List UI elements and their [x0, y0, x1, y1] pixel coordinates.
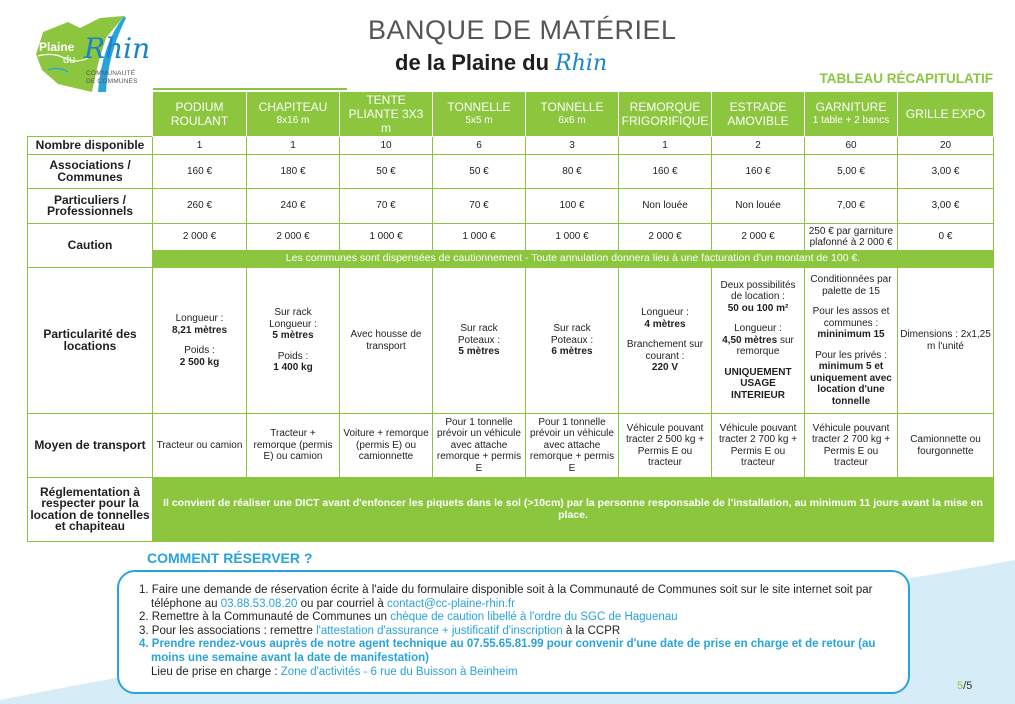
table-cell: 3,00 € — [898, 189, 994, 224]
cell-label: Longueur : — [734, 323, 782, 335]
column-name: TONNELLE — [540, 100, 604, 114]
table-cell: Tracteur + remorque (permis E) ou camion — [247, 414, 340, 478]
table-cell: 2 000 € — [247, 224, 340, 251]
column-name: REMORQUE — [629, 100, 701, 114]
table-corner — [28, 92, 153, 137]
column-header — [805, 92, 898, 137]
table-cell: 50 € — [340, 155, 433, 189]
table-cell: 1 000 € — [340, 224, 433, 251]
logo-subtitle-line1: COMMUNAUTÉ — [86, 70, 136, 77]
column-header — [247, 92, 340, 137]
table-cell: 70 € — [340, 189, 433, 224]
table-cell — [805, 268, 898, 414]
cell-value: 6 mètres — [551, 346, 593, 358]
cell-label: Sur rack — [553, 323, 591, 335]
row-label: Associations / Communes — [28, 155, 153, 189]
column-header — [433, 92, 526, 137]
cell-label: sur remorque — [736, 334, 794, 358]
logo-text-rhin: Rhin — [84, 32, 151, 65]
table-cell: 2 000 € — [153, 224, 247, 251]
table-cell: 70 € — [433, 189, 526, 224]
table-cell: 160 € — [619, 155, 712, 189]
cell-label: Poids : — [184, 345, 215, 356]
table-cell: 2 — [712, 137, 805, 155]
table-header-row — [28, 92, 994, 137]
cell-value: 50 ou 100 m² — [727, 302, 789, 314]
column-header — [619, 92, 712, 137]
row-label: Caution — [28, 224, 153, 268]
column-name: PODIUM — [175, 100, 224, 114]
table-cell: 80 € — [526, 155, 619, 189]
cell-label: Dimensions : 2x1,25 m l'unité — [900, 329, 991, 352]
column-header — [712, 92, 805, 137]
table-cell: 50 € — [433, 155, 526, 189]
page-subtitle-script: Rhin — [555, 51, 608, 76]
cell-value: 2 500 kg — [179, 356, 220, 368]
cell-value: 1 400 kg — [273, 362, 313, 374]
column-name: ESTRADE — [729, 100, 787, 114]
row-label: Nombre disponible — [28, 137, 153, 155]
table-cell: Camionnette ou fourgonnette — [898, 414, 994, 478]
reservation-title: COMMENT RÉSERVER ? — [147, 550, 313, 566]
column-sub: 8x16 m — [276, 115, 310, 126]
cell-label: Longueur : — [641, 307, 689, 319]
table-row-nombre — [28, 137, 994, 155]
column-header — [153, 92, 247, 137]
step-highlight: chèque de caution libellé à l'ordre du SGC de Haguenau — [390, 611, 678, 624]
reglementation-note: Il convient de réaliser une DICT avant d'enfoncer les piquets dans le sol (>10cm) par la personne responsable de l'installation, au minimum 11 jours avant la mise en place. — [153, 478, 994, 542]
phone-link[interactable]: 03.88.53.08.20 — [220, 597, 298, 610]
logo-subtitle-line2: DE COMMUNES — [86, 78, 138, 85]
logo-text-plaine: Plaine — [39, 40, 75, 54]
reservation-step-4: 4. Prendre rendez-vous auprès de notre agent technique au 07.55.65.81.99 pour convenir d'une date de prise en charge et de retour (au moins une semaine avant la date de manifestation) — [139, 638, 876, 664]
reservation-step-2 — [139, 611, 890, 625]
table-cell — [247, 268, 340, 414]
cell-value: 4,50 mètres — [722, 334, 778, 346]
step-text: 2. Remettre à la Communauté de Communes un — [139, 611, 391, 624]
table-cell — [433, 268, 526, 414]
cell-value: minimum 5 et uniquement avec location d'une tonnelle — [810, 361, 892, 407]
cell-value: 8,21 mètres — [171, 324, 228, 336]
logo-text-du: du — [63, 54, 76, 66]
table-cell: 260 € — [153, 189, 247, 224]
cell-value: 220 V — [651, 362, 679, 374]
cell-value: 5 mètres — [458, 346, 500, 358]
table-cell: 180 € — [247, 155, 340, 189]
step-text: ou par courriel à — [297, 597, 387, 610]
cell-label: Longueur : — [269, 318, 317, 330]
table-cell: Pour 1 tonnelle prévoir un véhicule avec attache remorque + permis E — [526, 414, 619, 478]
column-name: GARNITURE — [815, 100, 887, 114]
table-cell: Pour 1 tonnelle prévoir un véhicule avec attache remorque + permis E — [433, 414, 526, 478]
table-cell — [712, 268, 805, 414]
table-cell: 7,00 € — [805, 189, 898, 224]
cell-label: Pour les privés : — [815, 349, 887, 361]
cell-label: Poids : — [277, 350, 309, 362]
table-cell: 2 000 € — [619, 224, 712, 251]
table-cell: Voiture + remorque (permis E) ou camionnette — [340, 414, 433, 478]
table-cell: 60 — [805, 137, 898, 155]
table-row-associations — [28, 155, 994, 189]
step-text: 3. Pour les associations : remettre — [139, 624, 317, 637]
cell-value: 5 mètres — [272, 330, 314, 342]
table-cell — [619, 268, 712, 414]
column-sub: FRIGORIFIQUE — [621, 114, 709, 128]
table-cell: Tracteur ou camion — [153, 414, 247, 478]
page-subtitle — [395, 50, 607, 76]
table-cell: Véhicule pouvant tracter 2 700 kg + Permis E ou tracteur — [805, 414, 898, 478]
table-cell: Véhicule pouvant tracter 2 700 kg + Permis E ou tracteur — [712, 414, 805, 478]
reservation-box — [117, 570, 910, 694]
table-cell: 3,00 € — [898, 155, 994, 189]
cell-label: Conditionnées par palette de 15 — [810, 274, 892, 297]
cell-label: Deux possibilités de location : — [720, 279, 796, 303]
cell-label: Poteaux : — [550, 334, 594, 346]
table-cell: 1 — [619, 137, 712, 155]
table-row-transport — [28, 414, 994, 478]
table-cell — [898, 268, 994, 414]
column-name: CHAPITEAU — [258, 100, 328, 114]
table-cell: 1 — [153, 137, 247, 155]
table-cell — [526, 268, 619, 414]
table-cell: 160 € — [153, 155, 247, 189]
summary-table — [27, 92, 994, 542]
column-header — [898, 92, 994, 137]
reservation-step-1 — [139, 584, 890, 611]
cell-label: Poteaux : — [457, 334, 501, 346]
table-cell: 1 000 € — [526, 224, 619, 251]
table-cell: 5,00 € — [805, 155, 898, 189]
cell-label: Branchement sur courant : — [626, 339, 704, 362]
column-name: TONNELLE — [447, 100, 511, 114]
cell-label: Sur rack — [274, 307, 312, 319]
table-cell: 3 — [526, 137, 619, 155]
table-cell: 100 € — [526, 189, 619, 224]
column-sub: ROULANT — [170, 114, 229, 128]
page-subtitle-prefix: de la Plaine du — [395, 50, 550, 75]
column-header — [526, 92, 619, 137]
table-cell: 10 — [340, 137, 433, 155]
row-label: Réglementation à respecter pour la location de tonnelles et chapiteau — [28, 478, 153, 542]
cell-label: Pour les assos et communes : — [812, 306, 890, 329]
table-row-caution — [28, 224, 994, 251]
column-sub: AMOVIBLE — [727, 114, 789, 128]
table-cell — [153, 268, 247, 414]
email-link[interactable]: contact@cc-plaine-rhin.fr — [386, 597, 515, 610]
table-cell — [340, 268, 433, 414]
table-cell: 1 000 € — [433, 224, 526, 251]
column-name: GRILLE EXPO — [905, 107, 986, 121]
table-cell: 0 € — [898, 224, 994, 251]
column-sub: PLIANTE 3X3 m — [348, 107, 424, 135]
table-row-particularite — [28, 268, 994, 414]
reservation-steps — [139, 584, 890, 679]
location-label: Lieu de prise en charge : — [151, 665, 281, 678]
column-sub: 1 table + 2 bancs — [812, 115, 890, 126]
table-cell: Non louée — [619, 189, 712, 224]
table-cell: 250 € par garniture plafonné à 2 000 € — [805, 224, 898, 251]
cell-label: Sur rack — [460, 323, 498, 335]
table-row-reglementation — [28, 478, 994, 542]
caution-note: Les communes sont dispensées de cautionnement - Toute annulation donnera lieu à une facturation d'un montant de 100 €. — [153, 251, 994, 268]
step-text: 1. Faire une demande de réservation écrite à l'aide du formulaire disponible soit à la Communauté de Communes soit sur le site internet soit par téléphone au — [139, 584, 873, 610]
table-row-caution-note — [28, 251, 994, 268]
table-cell: Véhicule pouvant tracter 2 500 kg + Permis E ou tracteur — [619, 414, 712, 478]
column-header — [340, 92, 433, 137]
cell-label: Avec housse de transport — [350, 329, 422, 352]
row-label: Moyen de transport — [28, 414, 153, 478]
reservation-step-3 — [139, 625, 890, 639]
cell-value: UNIQUEMENT USAGE INTERIEUR — [724, 366, 792, 401]
step-highlight: l'attestation d'assurance + justificatif d'inscription — [316, 624, 563, 637]
column-name: TENTE — [366, 93, 406, 107]
page-number — [957, 680, 972, 692]
section-label: TABLEAU RÉCAPITULATIF — [819, 71, 993, 86]
logo-subtitle — [86, 70, 138, 86]
step-text: à la CCPR — [562, 624, 621, 637]
table-row-particuliers — [28, 189, 994, 224]
column-sub: 5x5 m — [465, 115, 493, 126]
reservation-location — [139, 666, 890, 680]
column-sub: 6x6 m — [558, 115, 586, 126]
location-value: Zone d'activités - 6 rue du Buisson à Beinheim — [280, 665, 518, 678]
table-cell: 6 — [433, 137, 526, 155]
table-cell: 240 € — [247, 189, 340, 224]
page-title: BANQUE DE MATÉRIEL — [368, 15, 677, 45]
table-cell: 160 € — [712, 155, 805, 189]
table-cell: 1 — [247, 137, 340, 155]
row-label: Particuliers / Professionnels — [28, 189, 153, 224]
table-cell: 2 000 € — [712, 224, 805, 251]
row-label: Particularité des locations — [28, 268, 153, 414]
cell-value: 4 mètres — [644, 318, 686, 330]
cell-label: Longueur : — [175, 313, 224, 324]
table-cell: Non louée — [712, 189, 805, 224]
table-cell: 20 — [898, 137, 994, 155]
cell-value: mininimum 15 — [817, 329, 885, 340]
page-total: /5 — [963, 680, 973, 692]
page-current: 5 — [957, 680, 964, 692]
header-divider — [153, 88, 347, 90]
